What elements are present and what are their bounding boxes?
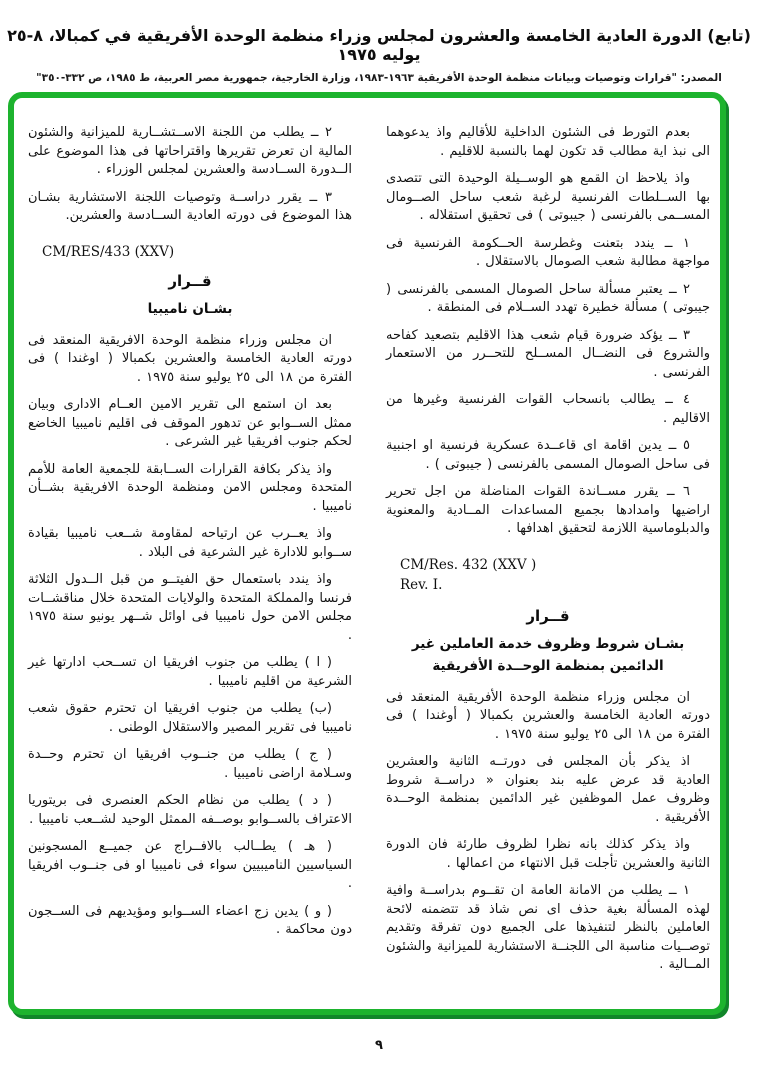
session-title: (تابع) الدورة العادية الخامسة والعشرون لمجلس وزراء منظمة الوحدة الأفريقية في كمبالا، ٨-٢٥ يوليه ١٩٧٥ — [7, 26, 751, 64]
resolution-subtitle: بشـان شروط وظروف خدمة العاملين غير — [411, 635, 685, 652]
resolution-reference: CM/RES/433 (XXV) — [42, 243, 175, 260]
resolution-paragraph: بعدم التورط فى الشئون الداخلية للأقاليم واذ يدعوهما الى نبذ اية مطالب قد تكون لهما بالنسبة للاقليم . — [386, 125, 710, 159]
resolution-paragraph: ( و ) يدين زج اعضاء الســوابو ومؤيديهم فى الســجون دون محاكمة . — [28, 903, 352, 937]
resolution-paragraph: ان مجلس وزراء منظمة الوحدة الافريقية المنعقد فى دورته العادية الخامسة والعشرين بكمبالا ( اوغندا ) فى الفترة من ١٨ الى ٢٥ يوليو سنة ١٩٧٥ . — [28, 332, 352, 385]
resolution-paragraph: ٣ ــ يؤكد ضرورة قيام شعب هذا الاقليم بتصعيد كفاحه والشروع فى النضــال المســلح للتحــرر من الاستعمار الفرنسى . — [386, 327, 710, 380]
page-number: ٩ — [375, 1038, 383, 1053]
resolution-paragraph: ٤ ــ يطالب بانسحاب القوات الفرنسية وغيرها من الاقاليم . — [386, 392, 710, 426]
resolution-paragraph: ( ا ) يطلب من جنوب افريقيا ان تســحب ادارتها غير الشرعية من اقليم ناميبيا . — [28, 655, 352, 689]
resolution-paragraph: (ب) يطلب من جنوب افريقيا ان تحترم حقوق شعب ناميبيا فى تقرير المصير والاستقلال الوطنى . — [28, 701, 352, 735]
resolution-paragraph: ( ج ) يطلب من جنــوب افريقيا ان تحترم وحــدة وسـلامة اراضى ناميبيا . — [28, 747, 352, 781]
document-header — [0, 26, 758, 84]
resolution-paragraph: ٢ ــ يطلب من اللجنة الاســتشــارية للميزانية والشئون المالية ان تعرض تقريرها واقتراحاتها فى هذا الموضوع على الــدورة الســادسة والعشرين لمجلس الوزراء . — [28, 125, 352, 177]
resolution-title: قــرار — [526, 606, 570, 625]
resolution-title: قــرار — [168, 271, 212, 290]
resolution-paragraph: ٦ ــ يقرر مســاندة القوات المناضلة من اجل تحرير اراضيها وامدادها بجميع المساعدات المــادية والمعنوية والدبلوماسية اللازمة لتحقيق اهدافها . — [386, 484, 710, 536]
resolution-paragraph: ٥ ــ يدين اقامة اى قاعــدة عسكرية فرنسية او اجنبية فى ساحل الصومال المسمى بالفرنسى ( جيبوتى ) . — [386, 438, 710, 472]
resolution-paragraph: واذ يلاحظ ان القمع هو الوســيلة الوحيدة التى تتصدى بها الســلطات الفرنسية لرغبة شعب ساحل الصــومال المســمى بالفرنسى ( جيبوتى ) فى تحقيق استقلاله . — [386, 171, 710, 223]
resolution-revision: Rev. I. — [400, 576, 443, 593]
resolution-paragraph: ٢ ــ يعتبر مسألة ساحل الصومال المسمى بالفرنسى ( جيبوتى ) مسألة خطيرة تهدد الســلام فى المنطقة . — [386, 281, 710, 315]
column-left — [28, 124, 352, 984]
column-right — [386, 124, 710, 984]
resolution-paragraph: ( د ) يطلب من نظام الحكم العنصرى فى بريتوريا الاعتراف بالســوابو بوصــفه الممثل الوحيد لشــعب ناميبيا . — [28, 793, 352, 827]
resolution-paragraph: ان مجلس وزراء منظمة الوحدة الأفريقية المنعقد فى دورته العادية الخامسة والعشرين بكمبالا ( أوغندا ) فى الفترة من ١٨ الى ٢٥ يوليو سنة ١٩٧٥ . — [386, 689, 710, 742]
resolution-paragraph: ١ ــ يندد بتعنت وغطرسة الحــكومة الفرنسية فى مواجهة مطالبة شعب الصومال بالاستقلال . — [386, 235, 710, 269]
two-column-layout — [14, 98, 720, 984]
resolution-subtitle: الدائمين بمنظمة الوحــدة الأفريقية — [432, 657, 664, 674]
resolution-paragraph: بعد ان استمع الى تقرير الامين العــام الادارى وبيان ممثل الســوابو عن تدهور الموقف فى اقليم ناميبيا الخاضع لحكم جنوب افريقيا غير الشرعى . — [28, 397, 352, 449]
resolution-paragraph: واذ يعــرب عن ارتياحه لمقاومة شــعب ناميبيا بقيادة ســوابو للادارة غير الشرعية فى البلاد . — [28, 526, 352, 560]
resolution-paragraph: واذ يذكر كذلك بانه نظرا لظروف طارئة فان الدورة الثانية والعشرين تأجلت قبل الانتهاء من اعمالها . — [386, 837, 710, 871]
resolution-paragraph: ( هـ ) يطــالب بالافــراج عن جميــع المسجونين السياسيين الناميبيين سواء فى ناميبيا او فى جنــوب افريقيا . — [28, 839, 352, 891]
green-border-frame — [8, 92, 726, 1015]
source-citation: المصدر: "قرارات وتوصيات وبيانات منظمة الوحدة الأفريقية ١٩٦٣-١٩٨٣، وزارة الخارجية، جمهورية مصر العربية، ط ١٩٨٥، ص ٣٣٢-٣٥٠" — [36, 72, 722, 84]
resolution-paragraph: اذ يذكر بأن المجلس فى دورتــه الثانية والعشرين العادية قد عرض عليه بند بعنوان « دراســة شروط وظروف عمل الموظفين غير الدائمين بمنظمة الوحــدة الأفريقية . — [386, 754, 710, 825]
resolution-reference: CM/Res. 432 (XXV ) — [400, 556, 537, 573]
resolution-subtitle: بشـان ناميبيا — [147, 300, 233, 317]
resolution-paragraph: ١ ــ يطلب من الامانة العامة ان تقــوم بدراســة وافية لهذه المسألة بغية حذف اى نص شاذ قد تتضمنه لائحة العاملين بالنظر لتنفيذها على الجميع دون تفرقة وتقديم توصــيات مناسبة الى اللجنــة الاستشارية للميزانية والشئون المــالية . — [386, 883, 710, 972]
resolution-paragraph: واذ يذكر بكافة القرارات الســابقة للجمعية العامة للأمم المتحدة ومجلس الامن ومنظمة الوحدة الافريقية بشــأن ناميبيا . — [28, 461, 352, 514]
resolution-paragraph: واذ يندد باستعمال حق الفيتــو من قبل الــدول الثلاثة فرنسا والمملكة المتحدة والولايات المتحدة خلال مناقشــات مجلس الامن حول ناميبيا فى اوائل شــهر يونيو سنة ١٩٧٥ . — [28, 572, 352, 643]
resolution-paragraph: ٣ ــ يقرر دراســة وتوصيات اللجنة الاستشارية بشـان هذا الموضوع فى دورته العادية الســادسة والعشرين. — [28, 189, 352, 223]
